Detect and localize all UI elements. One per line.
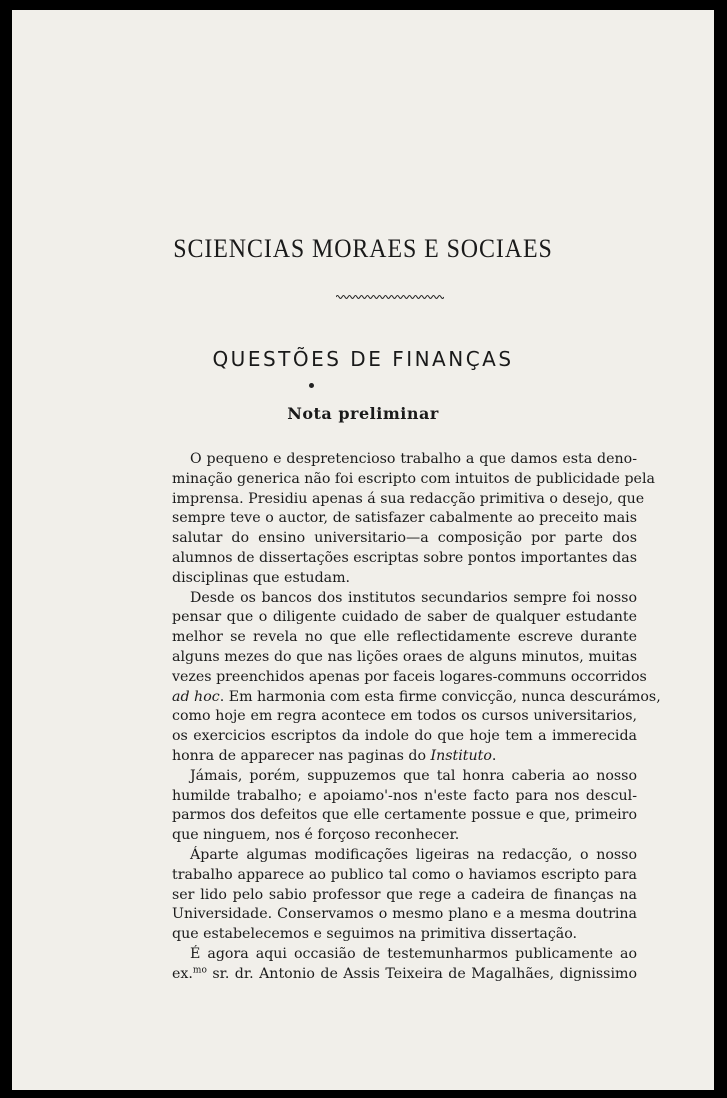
line-text: parmos dos defeitos que elle certamente possue e que, primeiro — [172, 807, 637, 824]
line-text: ex. — [172, 965, 193, 982]
line-tail: sr. dr. Antonio de Assis Teixeira de Magalhães, dignissimo — [206, 965, 637, 982]
text-line — [172, 925, 637, 945]
line-text: É agora aqui occasião de testemunharmos publicamente ao — [190, 945, 637, 962]
line-text: imprensa. Presidiu apenas á sua redacção primitiva o desejo, que — [172, 490, 645, 507]
text-line — [172, 549, 637, 569]
text-line — [172, 965, 637, 985]
line-text: que ninguem, nos é forçoso reconhecer. — [172, 827, 460, 844]
line-text: como hoje em regra acontece em todos os cursos universitarios, — [172, 708, 637, 725]
text-line — [172, 490, 645, 510]
text-line — [172, 688, 661, 708]
text-line — [172, 945, 637, 965]
text-line — [172, 470, 655, 490]
text-line — [172, 589, 637, 609]
body-text — [172, 450, 661, 985]
superscript: mo — [192, 964, 207, 975]
line-text: vezes preenchidos apenas por faceis logares-communs occorridos — [172, 668, 647, 685]
line-text: honra de apparecer nas paginas do — [172, 747, 431, 764]
text-line — [172, 648, 637, 668]
text-line — [172, 806, 637, 826]
line-text: os exercicios escriptos da indole do que hoje tem a immerecida — [172, 728, 637, 745]
text-line — [172, 727, 637, 747]
book-page — [12, 10, 714, 1090]
text-line — [172, 905, 637, 925]
wavy-rule-ornament — [336, 294, 444, 300]
dot-ornament — [309, 383, 314, 388]
line-text: sempre teve o auctor, de satisfazer cabalmente ao preceito mais — [172, 510, 637, 527]
line-text: minação generica não foi escripto com intuitos de publicidade pela — [172, 470, 655, 487]
line-tail: . — [491, 747, 497, 764]
line-text: Universidade. Conservamos o mesmo plano e a mesma doutrina — [172, 906, 637, 923]
text-line — [172, 450, 637, 470]
text-line — [172, 787, 637, 807]
line-text: Áparte algumas modificações ligeiras na redacção, o nosso — [190, 846, 637, 863]
line-text: disciplinas que estudam. — [172, 569, 351, 586]
italic-text: Instituto — [430, 747, 492, 764]
line-text: alumnos de dissertações escriptas sobre pontos importantes das — [172, 549, 638, 566]
line-text: ser lido pelo sabio professor que rege a cadeira de finanças na — [172, 886, 637, 903]
subtitle: Nota preliminar — [287, 404, 439, 423]
text-line — [172, 529, 637, 549]
line-text: melhor se revela no que elle reflectidamente escreve durante — [172, 629, 637, 646]
text-line — [172, 747, 637, 767]
line-text: humilde trabalho; e apoiamo'-nos n'este facto para nos descul- — [172, 787, 637, 804]
text-line — [172, 846, 637, 866]
section-title: SCIENCIAS MORAES E SOCIAES — [173, 234, 553, 263]
text-line — [172, 628, 637, 648]
line-text: trabalho apparece ao publico tal como o haviamos escripto para — [172, 866, 637, 883]
text-line — [172, 826, 637, 846]
line-text: que estabelecemos e seguimos na primitiva dissertação. — [172, 926, 578, 943]
text-line — [172, 767, 637, 787]
italic-text: ad hoc — [172, 688, 220, 705]
text-line — [172, 608, 637, 628]
line-text: pensar que o diligente cuidado de saber de qualquer estudante — [172, 609, 637, 626]
line-text: alguns mezes do que nas lições oraes de alguns minutos, muitas — [172, 648, 637, 665]
line-text: Desde os bancos dos institutos secundarios sempre foi nosso — [190, 589, 637, 606]
text-line — [172, 569, 637, 589]
line-text: O pequeno e despretencioso trabalho a que damos esta deno- — [190, 451, 637, 467]
text-line — [172, 668, 647, 688]
text-line — [172, 886, 637, 906]
text-line — [172, 707, 637, 727]
line-text: Jámais, porém, suppuzemos que tal honra caberia ao nosso — [190, 767, 637, 784]
line-text: salutar do ensino universitario—a composição por parte dos — [172, 530, 637, 547]
article-title: QUESTÕES DE FINANÇAS — [212, 347, 514, 371]
text-line — [172, 866, 637, 886]
line-text: . Em harmonia com esta firme convicção, nunca descurámos, — [219, 688, 661, 705]
text-line — [172, 509, 637, 529]
